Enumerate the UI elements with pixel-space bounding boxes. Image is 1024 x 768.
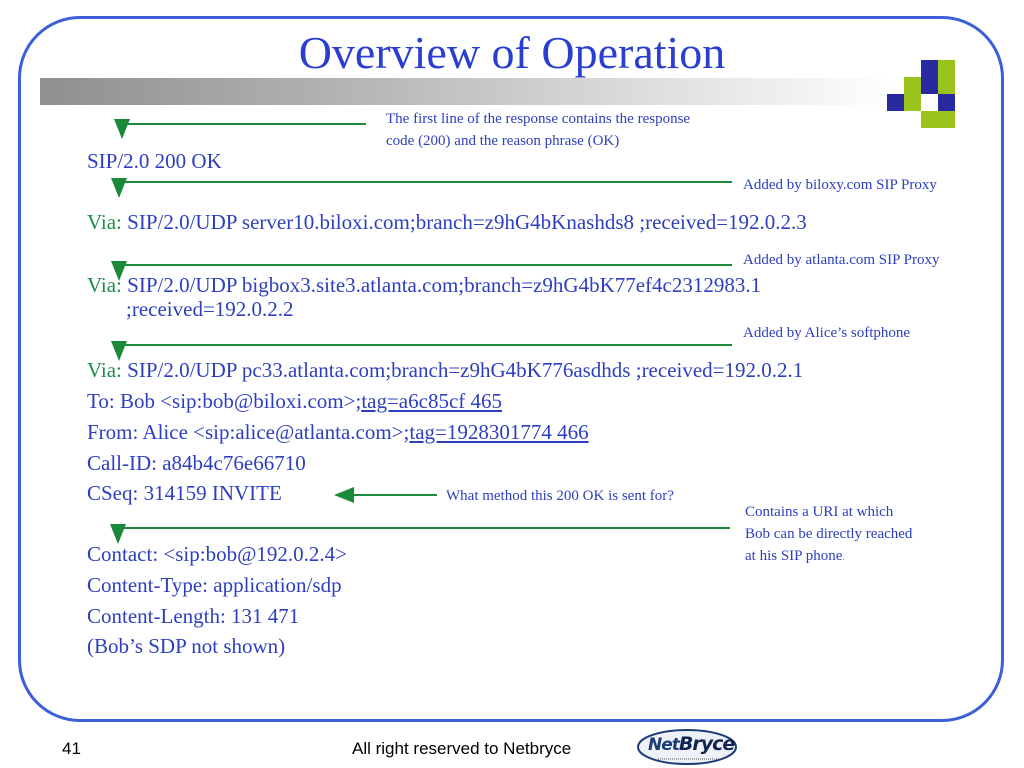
content-length-header: Content-Length: 131 471	[87, 604, 300, 628]
note-biloxy-proxy: Added by biloxy.com SIP Proxy	[743, 177, 937, 193]
via-header-2-continuation: ;received=192.0.2.2	[126, 297, 294, 321]
via-label: Via:	[87, 358, 122, 382]
arrow-contact	[118, 528, 730, 542]
to-header	[87, 389, 502, 414]
note-first-line: The first line of the response contains the response code (200) and the reason phrase (OK)	[386, 111, 691, 149]
via-header-2	[87, 273, 761, 298]
call-id-header: Call-ID: a84b4c76e66710	[87, 451, 306, 475]
via-label: Via:	[87, 273, 122, 297]
via-header-1	[87, 210, 807, 235]
page-number: 41	[62, 739, 81, 758]
note-atlanta-proxy: Added by atlanta.com SIP Proxy	[743, 252, 940, 268]
from-header	[87, 420, 589, 445]
arrow-first-line	[122, 124, 366, 137]
note-contact: Contains a URI at which Bob can be directly reached at his SIP phone.	[745, 504, 913, 564]
via-label: Via:	[87, 210, 122, 234]
arrow-via3	[119, 345, 732, 359]
netbryce-logo	[636, 728, 738, 766]
sdp-note: (Bob’s SDP not shown)	[87, 634, 286, 658]
to-tag: tag=a6c85cf 465	[361, 389, 503, 413]
footer-copyright: All right reserved to Netbryce	[352, 739, 572, 758]
arrow-via1	[119, 182, 732, 196]
logo-text-left: Net	[648, 735, 679, 755]
note-cseq: What method this 200 OK is sent for?	[446, 488, 674, 504]
slide-title: Overview of Operation	[298, 27, 726, 78]
from-tag: tag=1928301774 466	[409, 420, 589, 444]
via-value: SIP/2.0/UDP server10.biloxi.com;branch=z9hG4bKnashds8 ;received=192.0.2.3	[127, 210, 807, 234]
content-type-header: Content-Type: application/sdp	[87, 573, 342, 597]
from-prefix: From: Alice <sip:alice@atlanta.com>;	[87, 420, 410, 444]
cseq-header: CSeq: 314159 INVITE	[87, 481, 282, 505]
via-value: SIP/2.0/UDP bigbox3.site3.atlanta.com;branch=z9hG4bK77ef4c2312983.1	[127, 273, 762, 297]
to-prefix: To: Bob <sip:bob@biloxi.com>;	[87, 389, 362, 413]
via-value: SIP/2.0/UDP pc33.atlanta.com;branch=z9hG4bK776asdhds ;received=192.0.2.1	[127, 358, 804, 382]
status-line: SIP/2.0 200 OK	[87, 149, 222, 173]
logo-text-right: Bryce	[678, 733, 735, 755]
note-alice-softphone: Added by Alice’s softphone	[743, 325, 911, 341]
via-header-3	[87, 358, 803, 383]
contact-header: Contact: <sip:bob@192.0.2.4>	[87, 542, 348, 566]
